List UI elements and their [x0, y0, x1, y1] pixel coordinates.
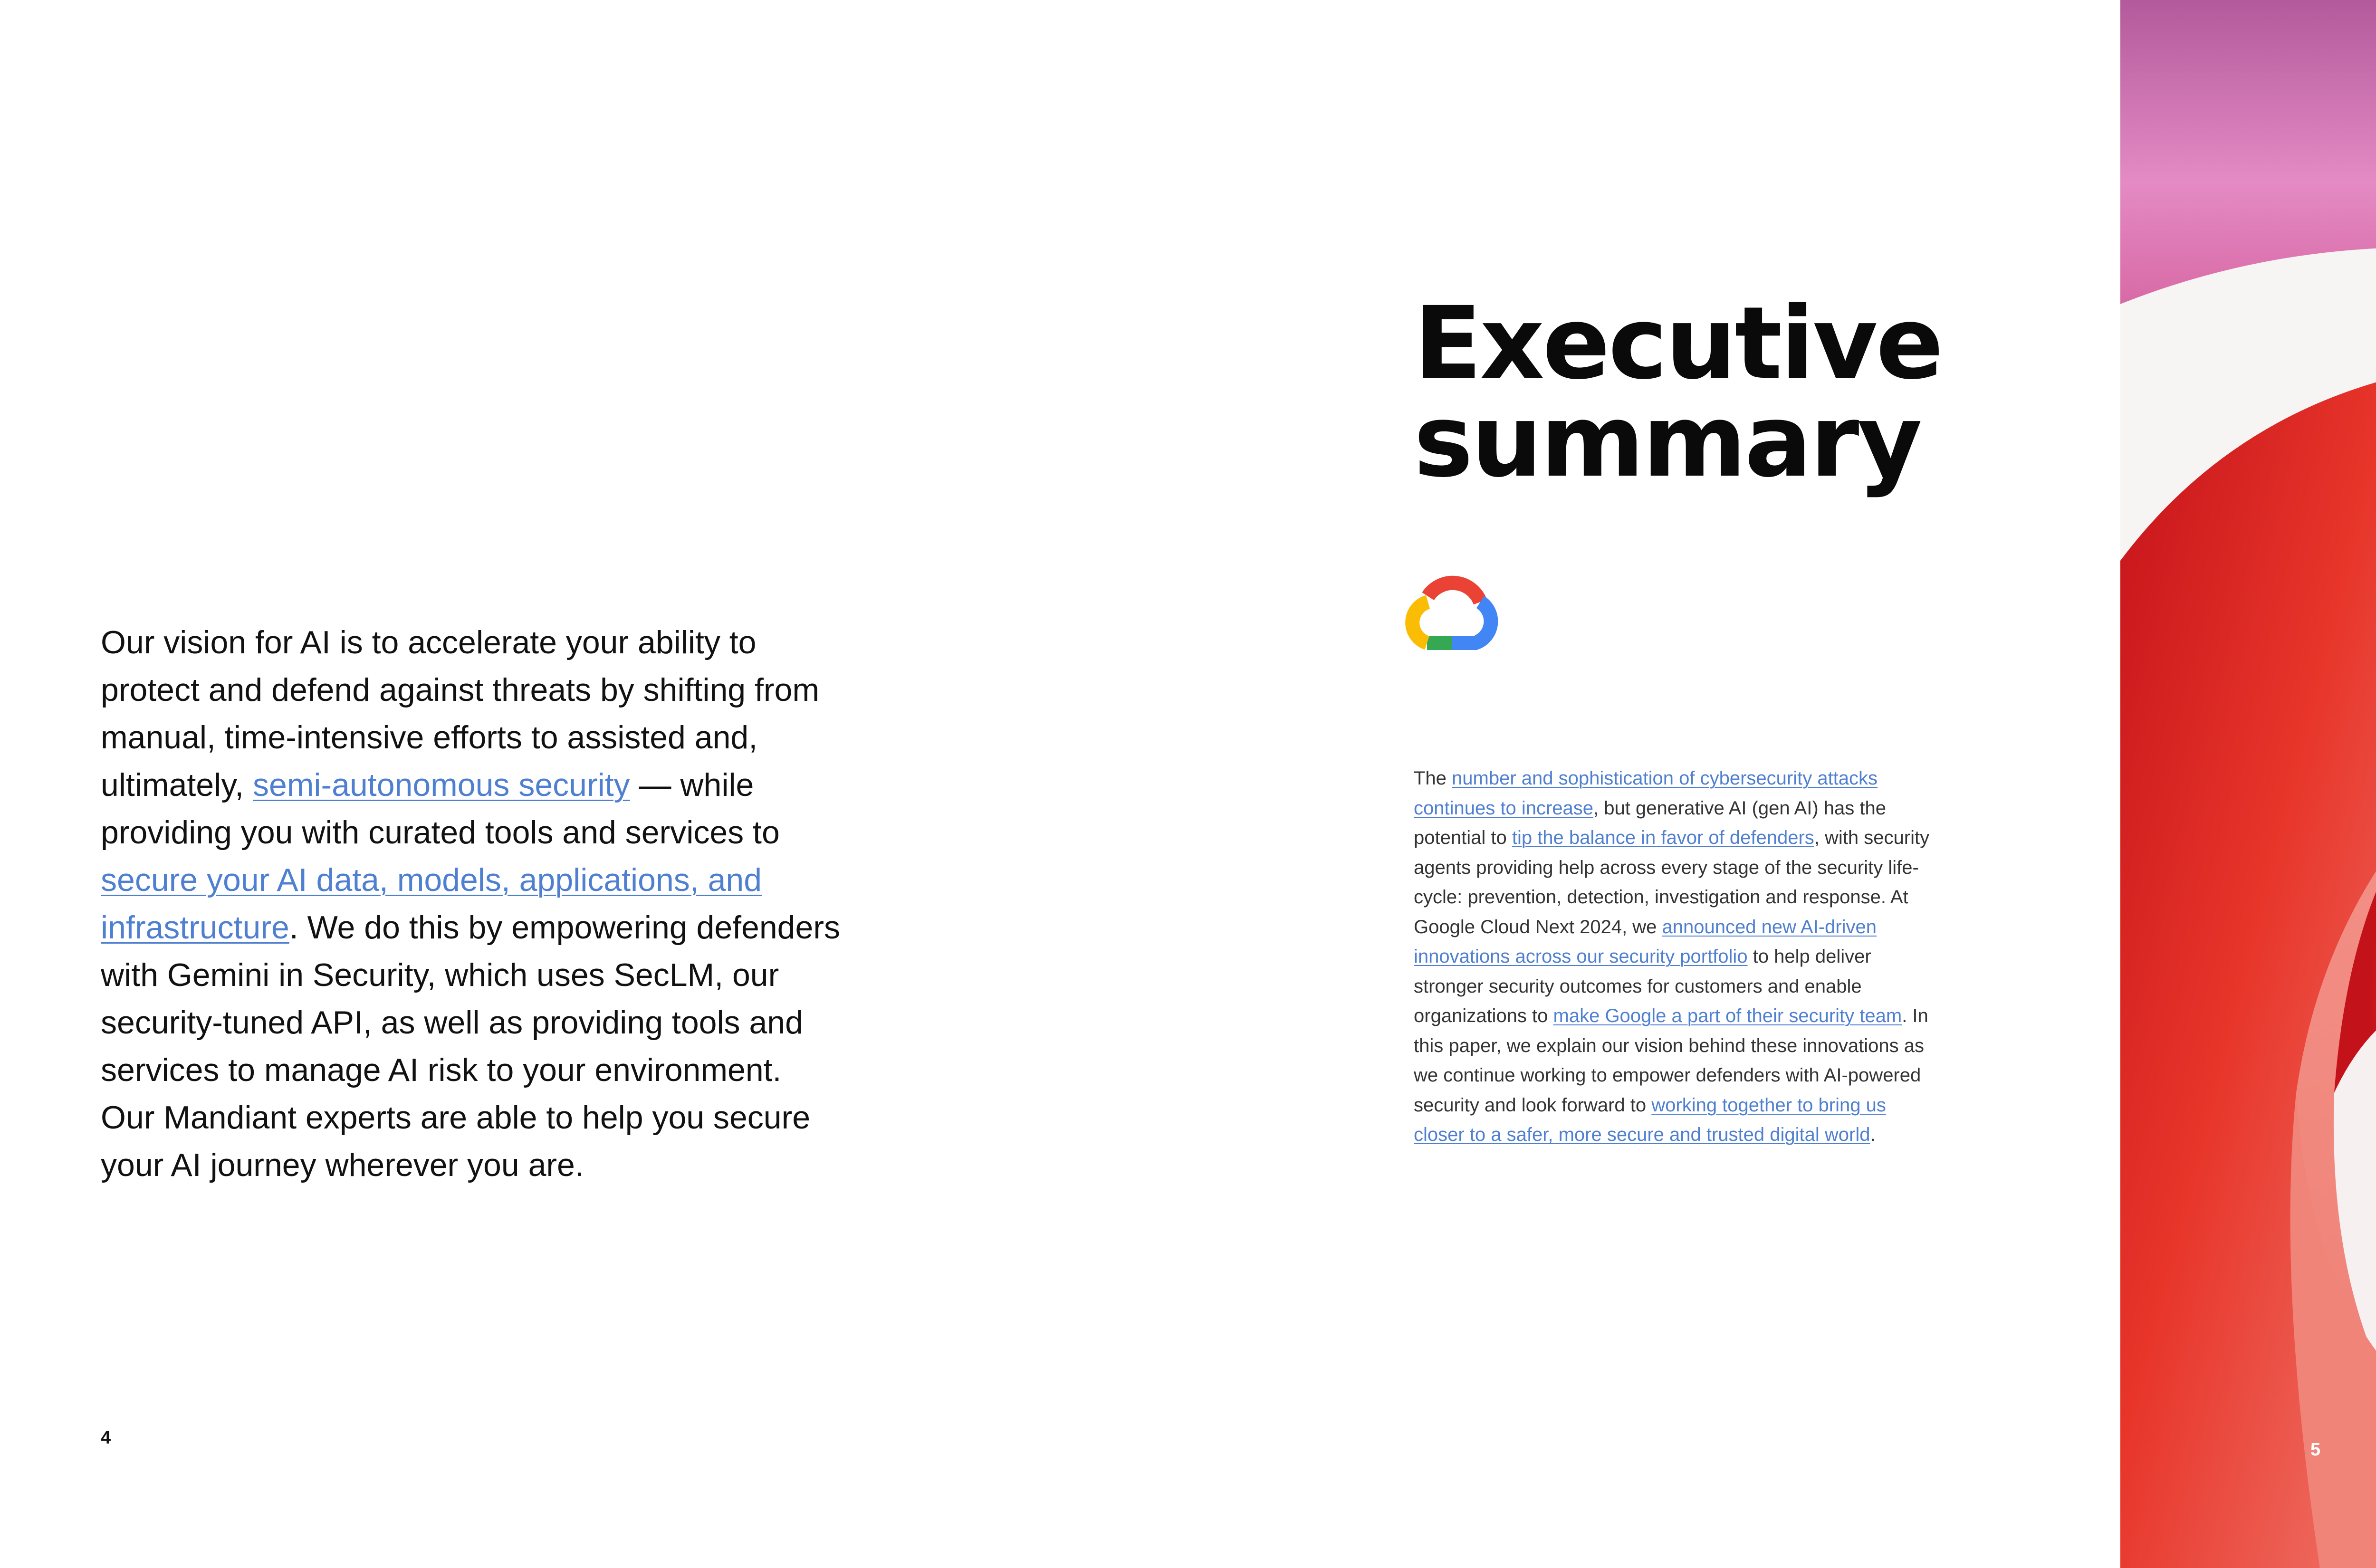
page-number-left: 4: [101, 1428, 111, 1448]
google-cloud-logo-icon: [1399, 568, 1502, 651]
summary-text-3: , with security agents providing help across every stage of the security life-cycle: prevention, detection, investigation and response. At Google Cloud Next 2024, we: [1414, 827, 1930, 937]
cybersecurity-attacks-link[interactable]: number and sophistication of cybersecurity attacks continues to increase: [1414, 768, 1878, 819]
vision-text-part-3: . We do this by empowering defenders with Gemini in Security, which uses SecLM, our security-tuned API, as well as providing tools and services to manage AI risk to your environment. Our Mandiant experts are able to help you secure your AI journey wherever you are.: [101, 909, 840, 1183]
summary-text-6: .: [1870, 1124, 1876, 1145]
semi-autonomous-security-link[interactable]: semi-autonomous security: [252, 767, 630, 803]
vision-text-part-1: Our vision for AI is to accelerate your ability to protect and defend against threats by shifting from manual, time-intensive efforts to assisted and, ultimately,: [101, 624, 820, 803]
page-title-line-1: Executive: [1414, 285, 1942, 402]
make-google-part-link[interactable]: make Google a part of their security team: [1553, 1005, 1902, 1026]
page-title: [1414, 285, 2079, 499]
vision-paragraph: [101, 619, 842, 1189]
working-together-link[interactable]: working together to bring us closer to a safer, more secure and trusted digital world: [1414, 1094, 1886, 1145]
decorative-abstract-image: [2120, 0, 2376, 1568]
page-number-right: 5: [2310, 1440, 2321, 1460]
summary-text-4: to help deliver stronger security outcomes for customers and enable organizations to: [1414, 946, 1871, 1026]
executive-summary-paragraph: [1414, 764, 1932, 1150]
secure-ai-data-link[interactable]: secure your AI data, models, applications, and infrastructure: [101, 862, 762, 946]
announced-innovations-link[interactable]: announced new AI-driven innovations across our security portfolio: [1414, 916, 1877, 967]
page-title-line-2: summary: [1414, 383, 1921, 499]
summary-text-1: The: [1414, 768, 1452, 789]
summary-text-5: . In this paper, we explain our vision behind these innovations as we continue working to empower defenders with AI-powered security and look forward to: [1414, 1005, 1928, 1116]
summary-text-2: , but generative AI (gen AI) has the potential to: [1414, 797, 1886, 848]
vision-text-part-2: — while providing you with curated tools and services to: [101, 767, 780, 851]
tip-the-balance-link[interactable]: tip the balance in favor of defenders: [1512, 827, 1814, 848]
